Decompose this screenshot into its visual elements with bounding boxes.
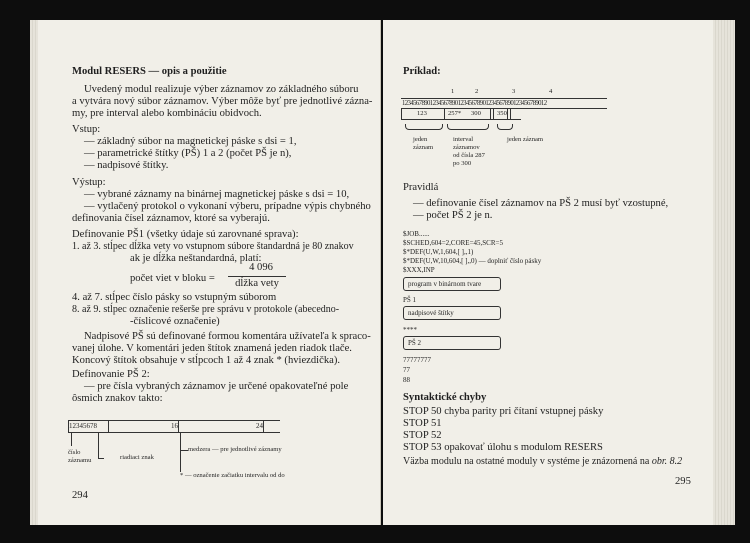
vystup-item: — vybrané záznamy na binárnej magnetickej páske s dsi = 10, xyxy=(84,189,350,200)
ps1-line: 4. až 7. stĺpec číslo pásky so vstupným súborom xyxy=(72,292,277,303)
vazba-line xyxy=(403,456,682,468)
ps1-title: Definovanie PŠ1 (všetky údaje sú zarovnané sprava): xyxy=(72,229,299,240)
tail-line: 77 xyxy=(403,366,410,374)
code-line: $*DEF(U,W,1,604,[ ],,1) xyxy=(403,248,474,256)
code-line: $*DEF(U,W,10,604,[ ],,0) — doplniť číslo pásky xyxy=(403,257,542,265)
ps2-line: ôsmich znakov takto: xyxy=(72,393,163,404)
module-heading: Modul RESERS — opis a použitie xyxy=(72,66,227,77)
intro-line-2: a vytvára nový súbor záznamov. Výber môže byť pre jednotlivé zázna- xyxy=(72,96,373,107)
ruler-ten: 2 xyxy=(475,88,479,95)
ps1-line: 8. až 9. stĺpec označenie rešerše pre správu v protokole (abecedno- xyxy=(72,304,340,315)
pravidla-item: — definovanie čísel záznamov na PŠ 2 musí byť vzostupné, xyxy=(413,198,669,209)
value-257: 257* xyxy=(448,110,462,117)
stop-line: STOP 51 xyxy=(403,418,442,429)
ps2-box xyxy=(403,336,501,350)
formula-denominator: dĺžka vety xyxy=(235,278,279,289)
ruler-ten: 1 xyxy=(451,88,455,95)
page-number-left: 294 xyxy=(72,490,88,501)
ps1-line: ak je dĺžka neštandardná, platí: xyxy=(130,253,262,264)
value-123: 123 xyxy=(417,110,427,117)
brace xyxy=(405,124,443,130)
label-cislo: číslo xyxy=(68,449,81,456)
label-interval: interval xyxy=(453,136,474,143)
stop-line: STOP 53 opakovať úlohu s modulom RESERS xyxy=(403,442,603,453)
value-350: 350 xyxy=(497,110,507,117)
tail-line: 88 xyxy=(403,376,410,384)
code-line: $JOB...... xyxy=(403,230,430,238)
nadpis-line: Nadpisové PŠ sú definované formou komentára užívateľa k spraco- xyxy=(84,331,371,342)
label-jeden: jeden xyxy=(413,136,428,143)
tail-line: 77777777 xyxy=(403,356,431,364)
label-riadiaci-znak: riadiaci znak xyxy=(120,454,154,461)
figure-reference: obr. 8.2 xyxy=(651,456,683,467)
brace xyxy=(447,124,489,130)
pravidla-title: Pravidlá xyxy=(403,182,439,193)
right-page xyxy=(383,20,713,525)
ps2-label: PŠ 2 xyxy=(408,339,422,347)
diagram-cells: 12345678 xyxy=(69,422,97,430)
stop-line: STOP 52 xyxy=(403,430,442,441)
label-zaznam: záznam xyxy=(413,144,434,151)
priklad-heading: Príklad: xyxy=(403,66,441,77)
ps2-title: Definovanie PŠ 2: xyxy=(72,369,150,380)
ruler-digits: 1234567890123456789012345678901234567890123456789012 xyxy=(402,100,547,107)
formula-numerator: 4 096 xyxy=(249,262,273,273)
intro-line-1: Uvedený modul realizuje výber záznamov zo základného súboru xyxy=(84,84,359,95)
code-line: $SCHED,604=2,CORE=45,SCR=5 xyxy=(403,239,503,247)
ps1-label: PŠ 1 xyxy=(403,296,417,304)
code-line: $XXX,INP xyxy=(403,266,435,274)
vstup-item: — základný súbor na magnetickej páske s dsi = 1, xyxy=(84,136,297,147)
ps2-line: — pre čísla vybraných záznamov je určené opakovateľné pole xyxy=(84,381,349,392)
label-interval: od čísla 287 xyxy=(453,152,485,159)
nadpis-line: Koncový štítok obsahuje v stĺpcoch 1 až 4 znak * (hviezdička). xyxy=(72,355,341,366)
formula-lhs: počet viet v bloku = xyxy=(130,273,215,284)
diagram-marker-16: 16 xyxy=(171,422,178,430)
label-zaznamu: záznamu xyxy=(68,457,92,464)
pravidla-item: — počet PŠ 2 je n. xyxy=(413,210,493,221)
page-edge-right xyxy=(713,20,735,525)
binary-program-box xyxy=(403,277,501,291)
label-jeden-zaznam: jeden záznam xyxy=(507,136,544,143)
label-interval: záznamov xyxy=(453,144,480,151)
label-medzera: medzera — pre jednotlivé záznamy xyxy=(188,446,282,453)
page-number-right: 295 xyxy=(675,476,691,487)
header-cards-label: nadpisové štítky xyxy=(408,309,454,317)
ps1-line: 1. až 3. stĺpec dĺžka vety vo vstupnom súbore štandardná je 80 znakov xyxy=(72,241,354,252)
vstup-item: — parametrické štítky (PŠ) 1 a 2 (počet PŠ je n), xyxy=(84,148,292,159)
vystup-title: Výstup: xyxy=(72,177,106,188)
ruler-ten: 3 xyxy=(512,88,516,95)
left-page xyxy=(38,20,381,525)
vstup-item: — nadpisové štítky. xyxy=(84,160,169,171)
vystup-item: definovania čísel záznamov, ktoré sa vyberajú. xyxy=(72,213,270,224)
binary-program-label: program v binárnom tvare xyxy=(408,280,482,288)
page-edge-left xyxy=(30,20,38,525)
stars-line: **** xyxy=(403,326,417,334)
intro-line-3: my, pre interval alebo kombináciu obidvoch. xyxy=(72,108,262,119)
brace xyxy=(497,124,513,130)
header-cards-box xyxy=(403,306,501,320)
vystup-item: — vytlačený protokol o vykonaní výberu, prípadne výpis chybného xyxy=(84,201,371,212)
label-interval: po 300 xyxy=(453,160,472,167)
diagram-marker-24: 24 xyxy=(256,422,263,430)
ps1-line: -číslicové označenie) xyxy=(130,316,220,327)
vstup-title: Vstup: xyxy=(72,124,101,135)
nadpis-line: vanej úlohe. V komentári jeden štítok znamená jeden riadok tlače. xyxy=(72,343,352,354)
value-300: 300 xyxy=(471,110,481,117)
vazba-text: Väzba modulu na ostatné moduly v systéme je znázornená na xyxy=(403,456,652,467)
fraction-bar xyxy=(228,276,286,277)
stop-line: STOP 50 chyba parity pri čítaní vstupnej pásky xyxy=(403,406,604,417)
ruler-ten: 4 xyxy=(549,88,553,95)
label-star: * — označenie začiatku intervalu od do xyxy=(180,472,285,479)
syntax-errors-title: Syntaktické chyby xyxy=(403,392,487,403)
